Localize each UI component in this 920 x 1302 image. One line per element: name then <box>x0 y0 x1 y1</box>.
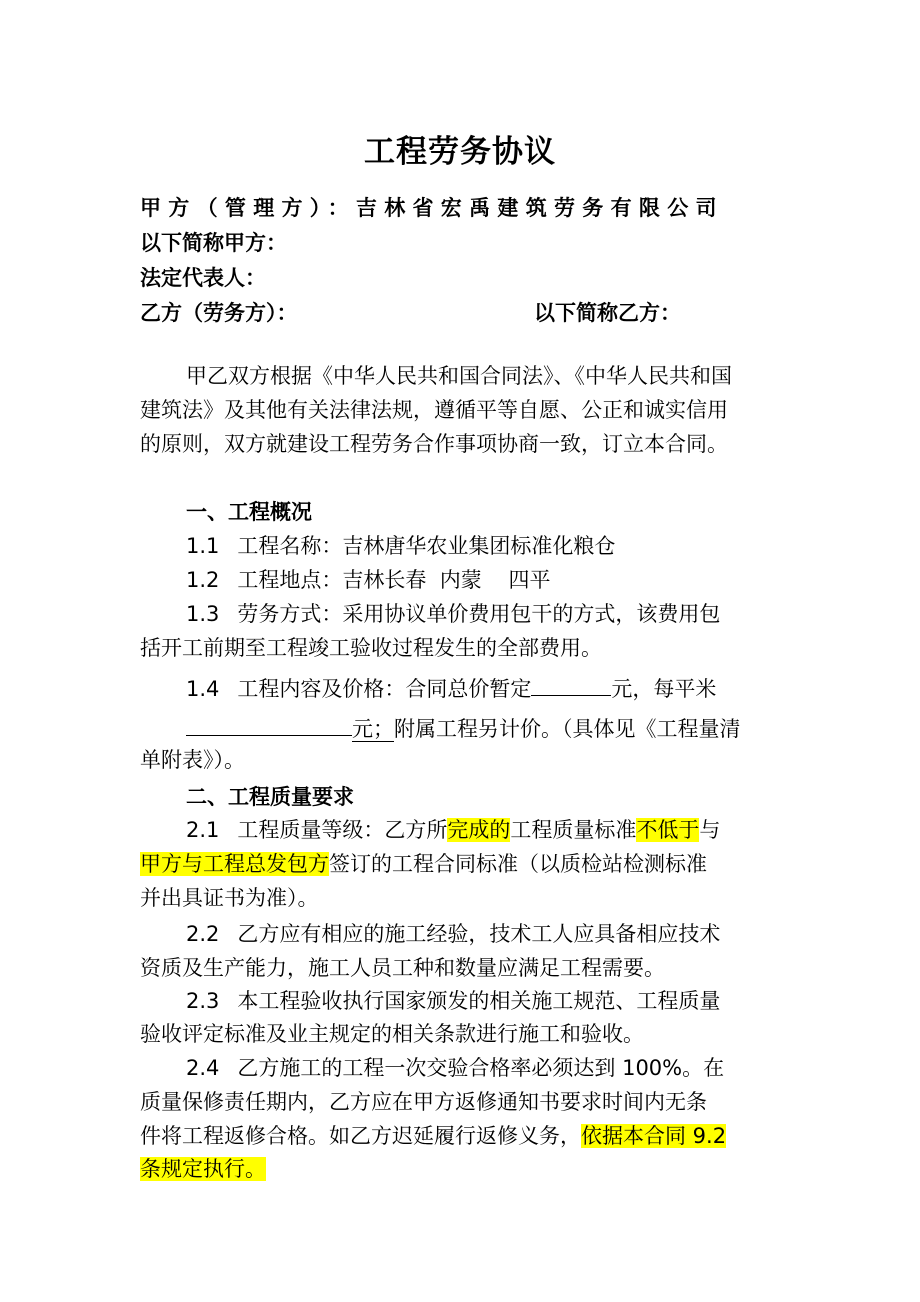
clause-number: 1.3 <box>186 602 220 626</box>
clause-text: 劳务方式：采用协议单价费用包干的方式，该费用包 <box>237 602 721 626</box>
clause-text: 工程质量标准 <box>510 818 637 842</box>
clause-2-3-line-2: 验收评定标准及业主规定的相关条款进行施工和验收。 <box>140 1022 644 1046</box>
clause-1-2 <box>186 568 846 592</box>
clause-text: 本工程验收执行国家颁发的相关施工规范、工程质量 <box>237 989 721 1013</box>
clause-text: 元，每平米 <box>611 677 717 701</box>
highlighted-text: 完成的 <box>447 818 511 842</box>
clause-number: 1.1 <box>186 534 220 558</box>
highlighted-text: 甲方与工程总发包方 <box>140 852 329 876</box>
party-b-short-label: 以下简称乙方： <box>534 301 681 325</box>
clause-2-2-line-2: 资质及生产能力，施工人员工种和数量应满足工程需要。 <box>140 956 665 980</box>
clause-number: 1.4 <box>186 677 220 701</box>
clause-1-3 <box>186 602 846 626</box>
highlighted-text: 不低于 <box>636 818 700 842</box>
clause-2-4 <box>186 1056 846 1080</box>
highlighted-text: 条规定执行。 <box>140 1157 266 1181</box>
section-2-heading: 二、工程质量要求 <box>186 785 354 809</box>
preamble-line-3: 的原则，双方就建设工程劳务合作事项协商一致，订立本合同。 <box>140 432 728 456</box>
unit-price-blank <box>186 713 352 736</box>
clause-number: 1.2 <box>186 568 220 592</box>
clause-2-3 <box>186 989 846 1013</box>
highlighted-text: 依据本合同 9.2 <box>581 1124 727 1148</box>
unit-label: 元； <box>352 717 394 741</box>
clause-2-1 <box>186 818 846 842</box>
clause-number: 2.4 <box>186 1056 220 1080</box>
clause-text: 签订的工程合同标准（以质检站检测标准 <box>329 852 707 876</box>
clause-1-4-line-3: 单附表》）。 <box>140 748 245 772</box>
clause-text: 工程名称：吉林唐华农业集团标准化粮仓 <box>237 534 616 558</box>
clause-2-4-line-2: 质量保修责任期内，乙方应在甲方返修通知书要求时间内无条 <box>140 1090 707 1114</box>
clause-text: 乙方施工的工程一次交验合格率必须达到 100%。在 <box>237 1056 725 1080</box>
party-b-line: 乙方（劳务方）： <box>140 301 298 325</box>
clause-2-1-line-2 <box>140 852 800 876</box>
clause-number: 2.1 <box>186 818 220 842</box>
legal-representative-label: 法定代表人： <box>140 266 266 290</box>
clause-text: 工程内容及价格：合同总价暂定 <box>237 677 532 701</box>
preamble-line-2: 建筑法》及其他有关法律法规，遵循平等自愿、公正和诚实信用 <box>140 398 728 422</box>
clause-text: 附属工程另计价。（具体见《工程量清 <box>394 717 741 741</box>
clause-number: 2.3 <box>186 989 220 1013</box>
clause-2-4-line-3 <box>140 1124 800 1148</box>
preamble-line-1: 甲乙双方根据《中华人民共和国合同法》、《中华人民共和国 <box>186 364 732 388</box>
document-title: 工程劳务协议 <box>364 134 556 170</box>
clause-text: 件将工程返修合格。如乙方迟延履行返修义务， <box>140 1124 581 1148</box>
clause-text: 乙方应有相应的施工经验，技术工人应具备相应技术 <box>237 922 721 946</box>
clause-text: 工程质量等级：乙方所 <box>237 818 448 842</box>
section-1-heading: 一、工程概况 <box>186 500 312 524</box>
clause-1-1 <box>186 534 846 558</box>
party-a-short-label: 以下简称甲方： <box>140 231 287 255</box>
clause-1-4 <box>186 673 846 701</box>
clause-2-4-line-4 <box>140 1157 800 1181</box>
clause-2-1-line-3: 并出具证书为准）。 <box>140 886 319 910</box>
clause-1-4-line-2 <box>186 713 846 741</box>
clause-2-2 <box>186 922 846 946</box>
clause-text: 工程地点：吉林长春 内蒙 四平 <box>237 568 551 592</box>
total-price-blank <box>531 673 611 696</box>
clause-1-3-line-2: 括开工前期至工程竣工验收过程发生的全部费用。 <box>140 636 602 660</box>
clause-number: 2.2 <box>186 922 220 946</box>
clause-text: 与 <box>699 818 721 842</box>
party-a-line: 甲方（管理方）：吉林省宏禹建筑劳务有限公司 <box>140 196 724 220</box>
